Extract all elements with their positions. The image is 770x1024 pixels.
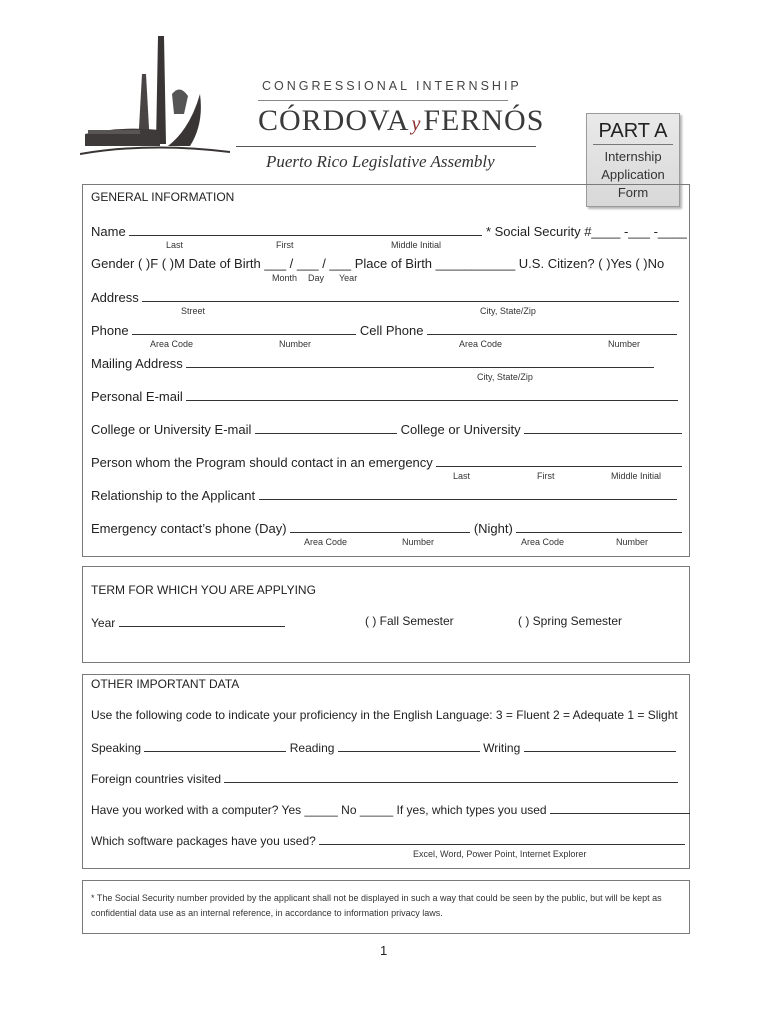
emergency-phone-label: Emergency contact’s phone (Day) <box>91 521 287 536</box>
emergency-sub-middle: Middle Initial <box>611 471 662 481</box>
year-field[interactable] <box>119 614 285 627</box>
part-line-3: Form <box>617 185 649 200</box>
relationship-label: Relationship to the Applicant <box>91 488 256 503</box>
proficiency-instruction: Use the following code to indicate your proficiency in the English Language: 3 = Fluent 2 = Adequate 1 = Slight <box>91 708 678 722</box>
computer-question[interactable]: Have you worked with a computer? Yes _____ No _____ If yes, which types you used <box>91 803 547 817</box>
header-rule <box>258 100 508 101</box>
cell-sub-area: Area Code <box>459 339 503 349</box>
part-line-2: Application <box>601 167 665 182</box>
emergency-label: Person whom the Program should contact in an emergency <box>91 455 433 470</box>
software-hint: Excel, Word, Power Point, Internet Explorer <box>413 849 587 859</box>
program-name-left: CÓRDOVA <box>258 104 410 137</box>
software-field[interactable] <box>319 832 685 845</box>
language-row <box>91 739 676 755</box>
computer-row <box>91 801 690 817</box>
other-data-title: OTHER IMPORTANT DATA <box>91 677 240 691</box>
part-rule <box>593 144 673 145</box>
name-sub-last: Last <box>166 240 184 250</box>
general-information-title: GENERAL INFORMATION <box>91 190 235 204</box>
address-row <box>91 289 679 305</box>
emergency-phone-row <box>91 520 682 536</box>
mailing-row <box>91 355 654 371</box>
year-label: Year <box>91 616 116 630</box>
reading-field[interactable] <box>338 739 480 752</box>
software-row <box>91 832 685 848</box>
emergency-sub-last: Last <box>453 471 471 481</box>
cell-phone-label: Cell Phone <box>359 323 424 338</box>
assembly-name: Puerto Rico Legislative Assembly <box>266 152 495 171</box>
emergency-field[interactable] <box>436 454 682 467</box>
program-name-y: y <box>411 113 422 135</box>
relationship-field[interactable] <box>259 487 677 500</box>
term-title: TERM FOR WHICH YOU ARE APPLYING <box>91 583 316 597</box>
personal-email-field[interactable] <box>186 388 678 401</box>
footnote-line-1: * The Social Security number provided by the applicant shall not be displayed in such a way that could be seen by the public, but will be kept as <box>91 893 662 903</box>
speaking-field[interactable] <box>144 739 286 752</box>
year-row <box>91 614 285 630</box>
phone-sub-number: Number <box>279 339 312 349</box>
mailing-field[interactable] <box>186 355 654 368</box>
part-line-1: Internship <box>604 149 662 164</box>
night-label: (Night) <box>473 521 513 536</box>
personal-email-label: Personal E-mail <box>91 389 183 404</box>
address-field[interactable] <box>142 289 679 302</box>
gender-row[interactable]: Gender ( )F ( )M Date of Birth ___ / ___ / ___ Place of Birth ___________ U.S. Citizen? ( )Yes ( )No <box>91 256 665 271</box>
program-name <box>258 104 544 138</box>
foreign-field[interactable] <box>224 770 678 783</box>
footnote-section <box>82 880 690 934</box>
day-sub-number: Number <box>402 537 435 547</box>
college-email-field[interactable] <box>255 421 397 434</box>
mailing-label: Mailing Address <box>91 356 183 371</box>
header-rule-2 <box>236 146 536 147</box>
computer-types-field[interactable] <box>550 801 690 814</box>
college-email-label: College or University E-mail <box>91 422 252 437</box>
dob-sub-day: Day <box>308 273 325 283</box>
name-sub-middle: Middle Initial <box>391 240 442 250</box>
page-number: 1 <box>380 943 388 958</box>
college-label: College or University <box>400 422 521 437</box>
address-sub-city: City, State/Zip <box>480 306 536 316</box>
emergency-night-field[interactable] <box>516 520 682 533</box>
speaking-label: Speaking <box>91 741 142 755</box>
college-field[interactable] <box>524 421 682 434</box>
software-label: Which software packages have you used? <box>91 834 316 848</box>
footnote-line-2: confidential data use as an internal reference, in accordance to information privacy laws. <box>91 908 443 918</box>
writing-field[interactable] <box>524 739 676 752</box>
college-row <box>91 421 682 437</box>
night-sub-area: Area Code <box>521 537 565 547</box>
phone-row <box>91 322 677 338</box>
ssn-label[interactable]: * Social Security #____ -___ -____ <box>485 224 687 239</box>
relationship-row <box>91 487 677 503</box>
reading-label: Reading <box>289 741 335 755</box>
dob-sub-year: Year <box>339 273 358 283</box>
cell-phone-field[interactable] <box>427 322 677 335</box>
night-sub-number: Number <box>616 537 649 547</box>
emergency-sub-first: First <box>537 471 555 481</box>
part-title: PART A <box>598 120 668 142</box>
personal-email-row <box>91 388 678 404</box>
fall-semester-option[interactable]: ( ) Fall Semester <box>365 614 454 628</box>
day-sub-area: Area Code <box>304 537 348 547</box>
foreign-label: Foreign countries visited <box>91 772 222 786</box>
name-row <box>91 223 687 239</box>
foreign-row <box>91 770 678 786</box>
dob-sub-month: Month <box>272 273 298 283</box>
name-sub-first: First <box>276 240 294 250</box>
address-sub-street: Street <box>181 306 206 316</box>
emergency-row <box>91 454 682 470</box>
program-line: CONGRESSIONAL INTERNSHIP <box>262 79 522 93</box>
cell-sub-number: Number <box>608 339 641 349</box>
mailing-sub-city: City, State/Zip <box>477 372 533 382</box>
phone-sub-area: Area Code <box>150 339 194 349</box>
writing-label: Writing <box>483 741 521 755</box>
phone-label: Phone <box>91 323 129 338</box>
name-label: Name <box>91 224 126 239</box>
address-label: Address <box>91 290 139 305</box>
emergency-day-field[interactable] <box>290 520 470 533</box>
name-field[interactable] <box>129 223 482 236</box>
phone-field[interactable] <box>132 322 356 335</box>
capitol-logo <box>80 34 230 159</box>
program-name-right: FERNÓS <box>423 104 545 137</box>
spring-semester-option[interactable]: ( ) Spring Semester <box>518 614 623 628</box>
